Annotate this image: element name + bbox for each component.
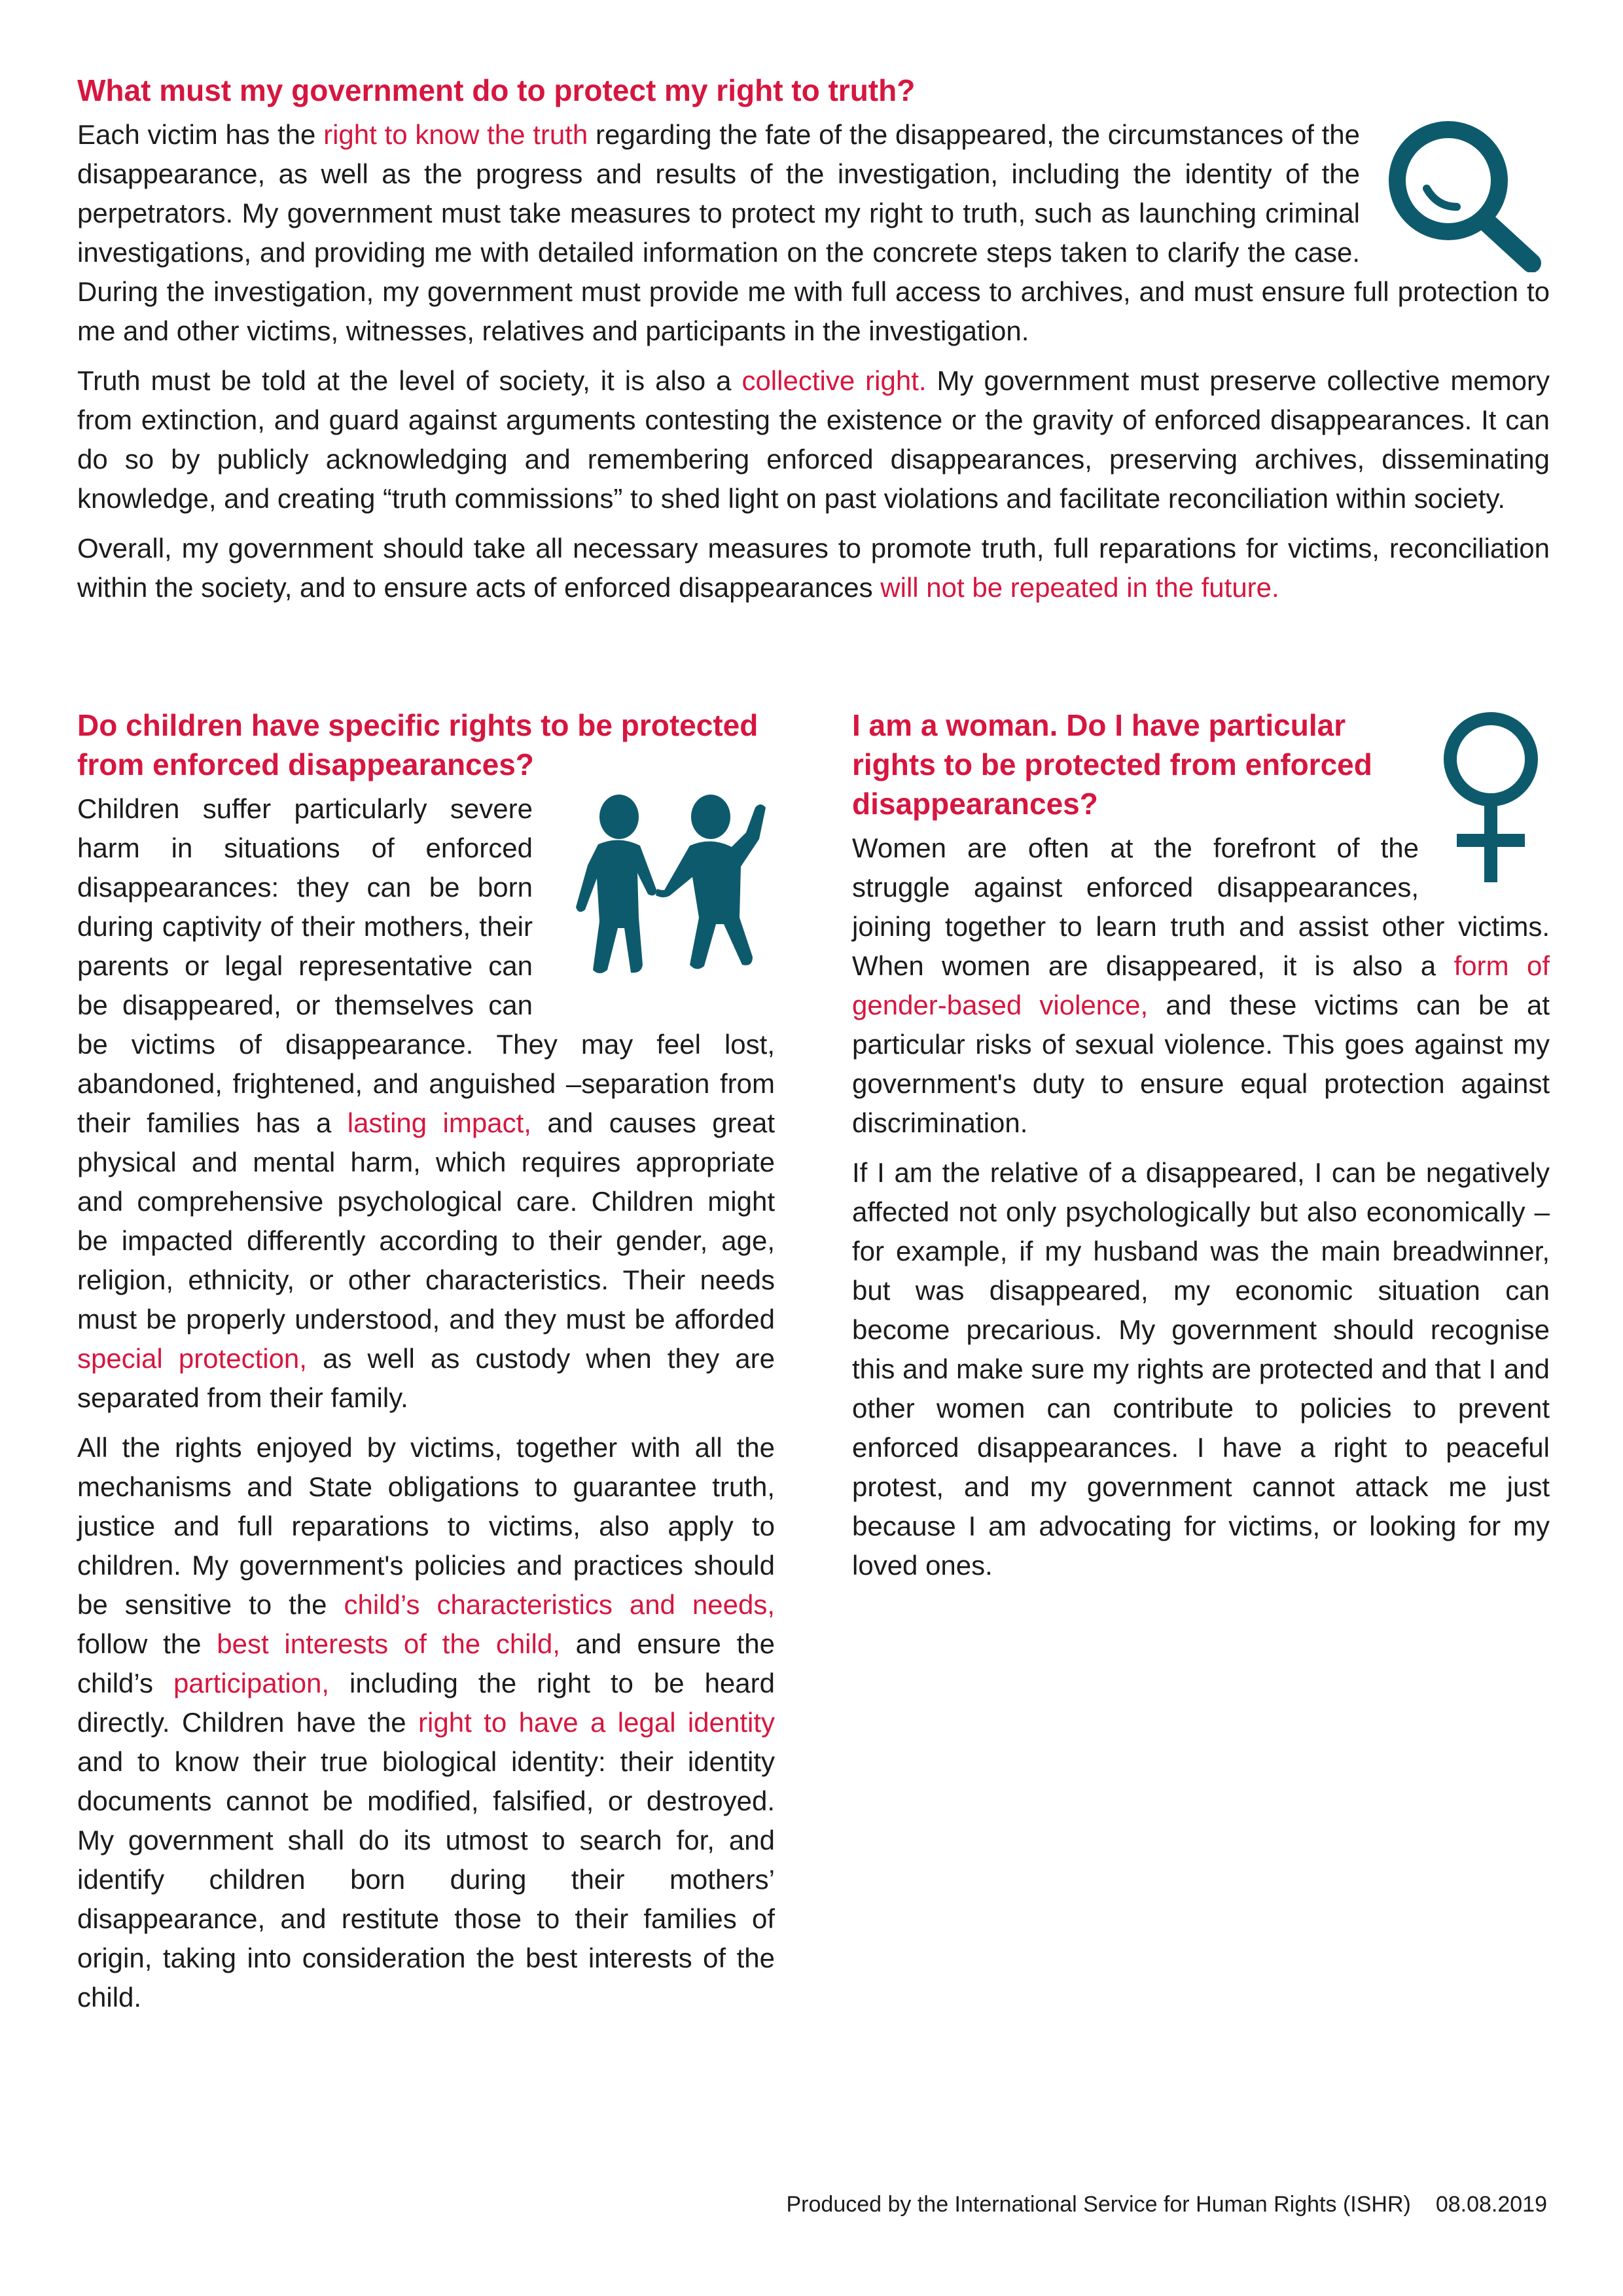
body-text: regarding the fate of the disappeared, the circumstances of the disappearance, as well as the progress and results of the investigation, including the identity of the perpetrators. My government must take measures to protect my right to truth, such as launching criminal investigations, and providing me with detailed information on the concrete steps taken to clarify the case. During the investigation, my government must provide me with full access to archives, and must ensure full protection to me and other victims, witnesses, relatives and participants in the investigation. — [77, 119, 1550, 346]
section-heading-truth: What must my government do to protect my right to truth? — [77, 73, 916, 107]
female-symbol-icon — [1432, 706, 1550, 895]
body-text: If I am the relative of a disappeared, I can be negatively affected not only psychologically but also economically – for example, if my husband was the main breadwinner, but was disappeared, my economic situation can become precarious. My government should recognise this and make sure my rights are protected and that I and other women can contribute to policies to prevent enforced disappearances. I have a right to peaceful protest, and my government cannot attack me just because I am advocating for victims, or looking for my loved ones. — [852, 1157, 1550, 1581]
body-text: Women are often at the forefront of the struggle against enforced disappearances, joining together to learn truth and assist other victims. When women are disappeared, it is also a — [852, 833, 1550, 981]
body-text: All the rights enjoyed by victims, together with all the mechanisms and State obligations to guarantee truth, justice and full reparations to victims, also apply to children. My government's policies and practices should be sensitive to the — [77, 1432, 775, 1620]
footer — [787, 2191, 1548, 2217]
highlight-text: form of gender-based violence, — [852, 950, 1550, 1020]
section-truth — [77, 115, 1550, 607]
truth-paragraph-2 — [77, 361, 1550, 518]
truth-paragraph-1 — [77, 115, 1550, 351]
body-text: as well as custody when they are separated from their family. — [77, 1343, 775, 1413]
body-text: My government must preserve collective memory from extinction, and guard against arguments contesting the existence or the gravity of enforced disappearances. It can do so by publicly acknowledging and remembering enforced disappearances, preserving archives, disseminating knowledge, and creating “truth commissions” to shed light on past violations and facilitate reconciliation within society. — [77, 365, 1550, 514]
section-women — [852, 706, 1550, 1585]
highlight-text: best interests of the child, — [217, 1628, 560, 1659]
highlight-text: child’s characteristics and needs, — [344, 1589, 775, 1620]
section-heading-women: I am a woman. Do I have particular rights to be protected from enforced disappearances? — [852, 708, 1372, 821]
body-text: and causes great physical and mental harm, which requires appropriate and comprehensive psychological care. Children might be impacted differently according to their gender, age, religion, ethnicity, or other characteristics. Their needs must be properly understood, and they must be afforded — [77, 1107, 775, 1335]
body-text: Each victim has the — [77, 119, 324, 150]
body-text: and to know their true biological identity: their identity documents cannot be modified, falsified, or destroyed. My government shall do its utmost to search for, and identify children born during their mothers’ disappearance, and restitute those to their families of origin, taking into consideration the best interests of the child. — [77, 1746, 775, 2013]
highlight-text: right to have a legal identity — [418, 1707, 775, 1738]
children-paragraph-2 — [77, 1428, 775, 2017]
body-text: follow the — [77, 1628, 217, 1659]
truth-paragraph-3 — [77, 529, 1550, 607]
magnifying-glass-icon — [1380, 115, 1550, 272]
footer-producer: Produced by the International Service for Human Rights (ISHR) — [786, 2192, 1411, 2217]
highlight-text: collective right. — [741, 365, 927, 396]
women-paragraph-2 — [852, 1153, 1550, 1585]
body-text: Overall, my government should take all necessary measures to promote truth, full reparations for victims, reconciliation within the society, and to ensure acts of enforced disappearances — [77, 533, 1550, 603]
body-text: and ensure the child’s — [77, 1628, 776, 1698]
body-text: and these victims can be at particular risks of sexual violence. This goes against my government's duty to ensure equal protection against discrimination. — [852, 990, 1550, 1138]
highlight-text: will not be repeated in the future. — [880, 572, 1279, 603]
children-holding-hands-icon — [559, 793, 775, 983]
section-children — [77, 706, 775, 2017]
section-heading-children: Do children have specific rights to be protected from enforced disappearances? — [77, 708, 758, 781]
highlight-text: right to know the truth — [323, 119, 588, 150]
body-text: including the right to be heard directly. Children have the — [77, 1668, 775, 1738]
footer-date: 08.08.2019 — [1435, 2192, 1547, 2217]
body-text: Children suffer particularly severe harm in situations of enforced disappearances: they can be born during captivity of their mothers, their parents or legal representative can be disappeared, or themselves can be victims of disappearance. They may feel lost, abandoned, frightened, and anguished –separation from their families has a — [77, 793, 775, 1138]
highlight-text: special protection, — [77, 1343, 307, 1374]
highlight-text: lasting impact, — [347, 1107, 531, 1138]
highlight-text: participation, — [173, 1668, 330, 1698]
body-text: Truth must be told at the level of society, it is also a — [77, 365, 742, 396]
